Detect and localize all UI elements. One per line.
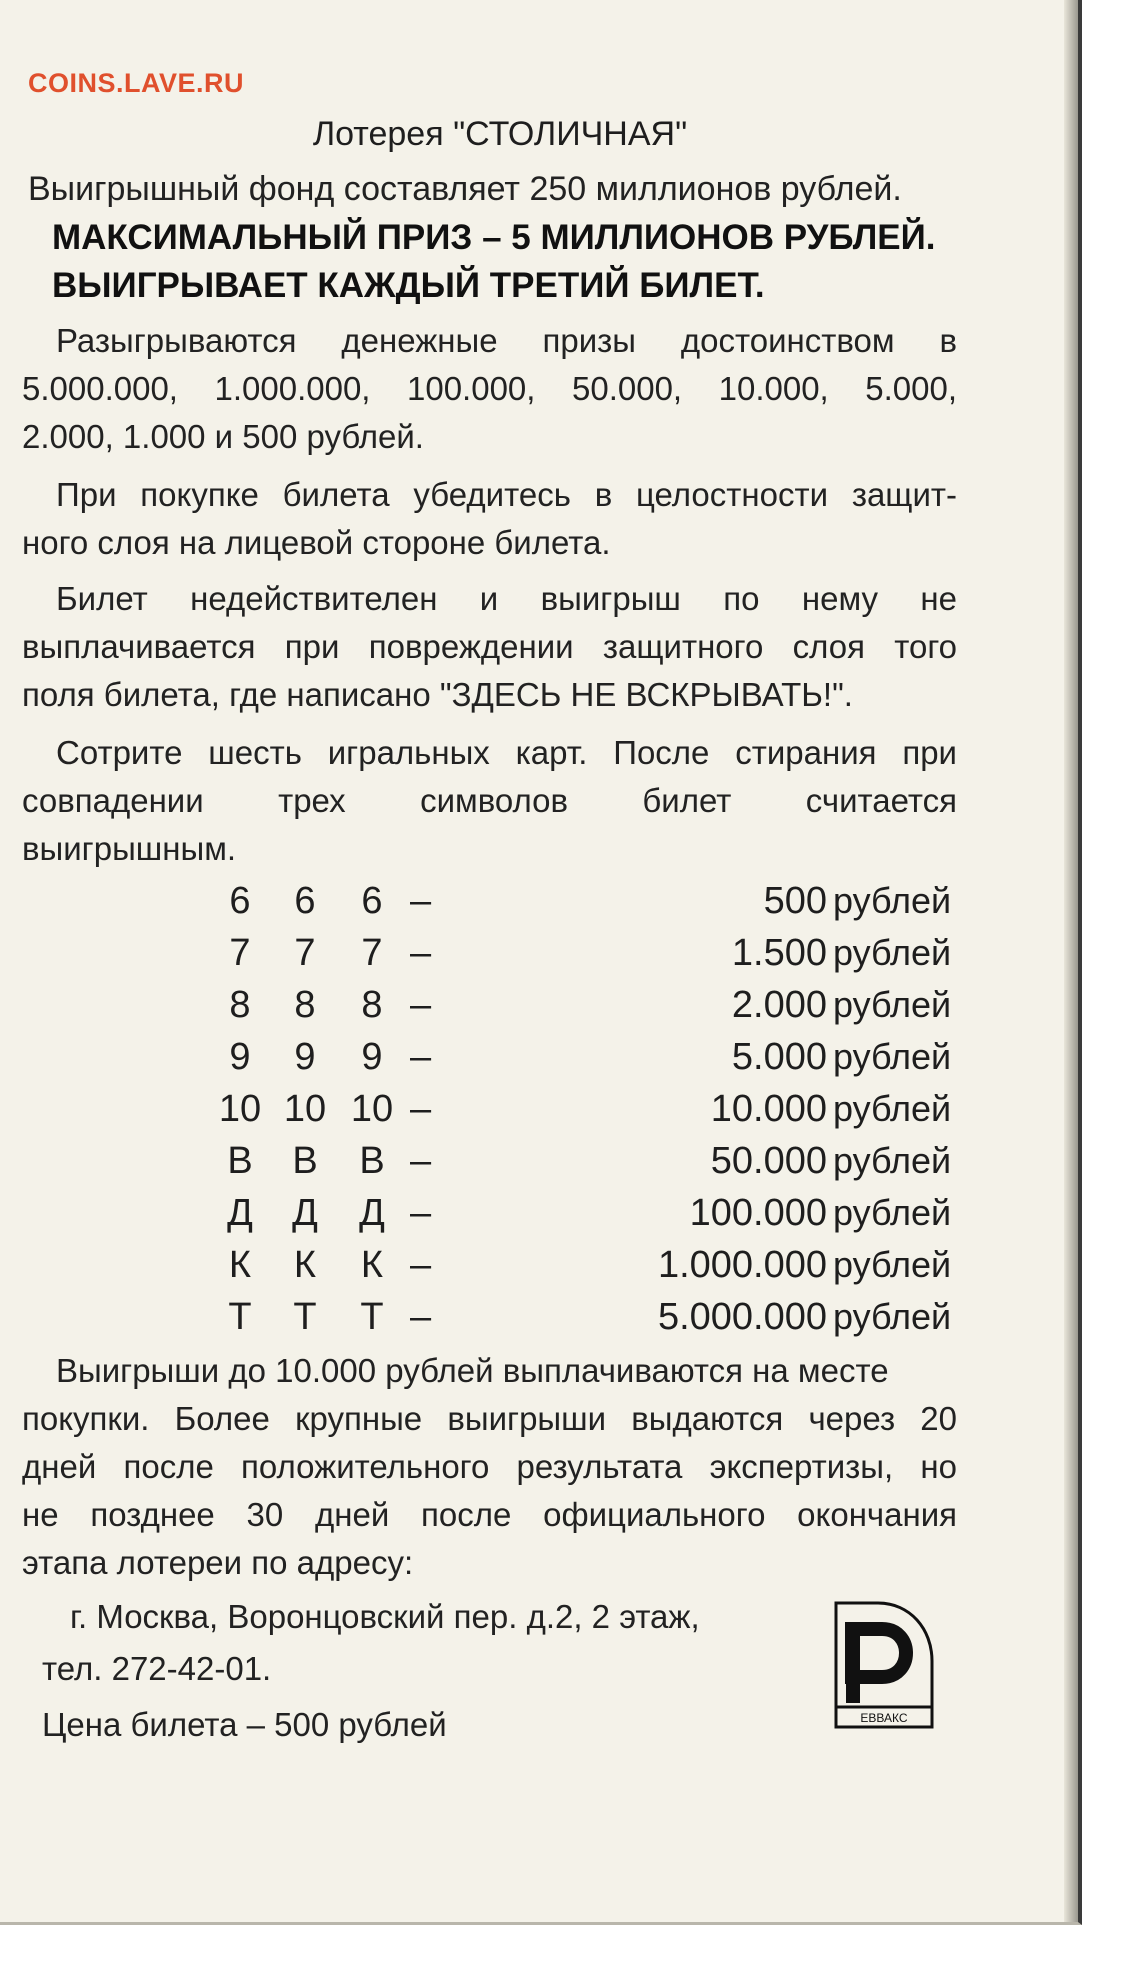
dash: – (410, 932, 432, 974)
address-street: г. Москва, Воронцовский пер. д.2, 2 этаж, (70, 1598, 700, 1635)
prize-unit: рублей (833, 1192, 952, 1233)
prize-unit: рублей (833, 1088, 952, 1129)
prize-row (210, 880, 952, 930)
symbol-1: Т (228, 1296, 252, 1338)
lottery-logo (822, 1595, 942, 1735)
ticket-price: Цена билета – 500 рублей (42, 1706, 447, 1743)
prize-unit: рублей (833, 1244, 952, 1285)
payout-line-5: этапа лотереи по адресу: (22, 1544, 414, 1581)
logo-graphic (822, 1595, 942, 1735)
prize-amount: 2.000 (731, 984, 827, 1026)
payout-line-2: покупки. Более крупные выигрыши выдаются через 20 (22, 1400, 957, 1437)
dash: – (410, 1088, 432, 1130)
invalid-line-1: Билет недействителен и выигрыш по нему не (56, 580, 957, 617)
symbol-3: Т (360, 1296, 384, 1338)
dash: – (410, 1296, 432, 1338)
prize-row (210, 1296, 952, 1346)
prize-row (210, 984, 952, 1034)
prize-unit: рублей (833, 880, 952, 921)
dash: – (410, 1036, 432, 1078)
address-phone: тел. 272-42-01. (42, 1650, 272, 1687)
prize-amount: 1.000.000 (657, 1244, 827, 1286)
dash: – (410, 880, 432, 922)
watermark: COINS.LAVE.RU (28, 68, 245, 98)
prize-unit: рублей (833, 1296, 952, 1337)
symbol-3: 10 (350, 1088, 394, 1130)
dash: – (410, 1140, 432, 1182)
symbol-3: Д (359, 1192, 385, 1234)
payout-line-1: Выигрыши до 10.000 рублей выплачиваются на месте (56, 1352, 889, 1389)
prize-unit: рублей (833, 1036, 952, 1077)
fund-text: Выигрышный фонд составляет 250 миллионов рублей. (28, 170, 902, 208)
rules-line-2: совпадении трех символов билет считается (22, 782, 957, 819)
invalid-line-2: выплачивается при повреждении защитного слоя того (22, 628, 957, 665)
symbol-2: 10 (283, 1088, 327, 1130)
symbol-1: 10 (218, 1088, 262, 1130)
symbol-1: К (228, 1244, 252, 1286)
symbol-1: 7 (229, 932, 251, 974)
prize-amount: 1.500 (731, 932, 827, 974)
prize-amount: 500 (763, 880, 827, 922)
ticket-title: Лотерея "СТОЛИЧНАЯ" (312, 115, 688, 153)
rules-line-1: Сотрите шесть игральных карт. После стирания при (56, 734, 957, 771)
payout-line-4: не позднее 30 дней после официального окончания (22, 1496, 957, 1533)
symbol-2: 6 (294, 880, 316, 922)
prize-row (210, 1192, 952, 1242)
prize-row (210, 1036, 952, 1086)
symbol-2: В (292, 1140, 318, 1182)
symbol-2: К (293, 1244, 317, 1286)
symbol-3: 9 (361, 1036, 383, 1078)
prize-amount: 5.000.000 (657, 1296, 827, 1338)
prize-unit: рублей (833, 932, 952, 973)
prize-amount: 10.000 (710, 1088, 827, 1130)
prize-amount: 50.000 (710, 1140, 827, 1182)
check-line-1: При покупке билета убедитесь в целостности защит- (56, 476, 957, 513)
symbol-3: 6 (361, 880, 383, 922)
prizes-line-1: Разыгрываются денежные призы достоинством в (56, 322, 957, 359)
prize-row (210, 1088, 952, 1138)
symbol-2: Д (292, 1192, 318, 1234)
dash: – (410, 984, 432, 1026)
prize-row (210, 1244, 952, 1294)
symbol-2: Т (293, 1296, 317, 1338)
invalid-line-3: поля билета, где написано "ЗДЕСЬ НЕ ВСКРЫВАТЬ!". (22, 676, 853, 713)
symbol-2: 8 (294, 984, 316, 1026)
symbol-3: В (359, 1140, 385, 1182)
symbol-1: 9 (229, 1036, 251, 1078)
prizes-line-2: 5.000.000, 1.000.000, 100.000, 50.000, 10.000, 5.000, (22, 370, 957, 407)
rules-line-3: выигрышным. (22, 830, 237, 867)
prizes-line-3: 2.000, 1.000 и 500 рублей. (22, 418, 424, 455)
logo-text: ЕВВАКС (860, 1711, 908, 1725)
prize-amount: 5.000 (731, 1036, 827, 1078)
symbol-3: 7 (361, 932, 383, 974)
symbol-1: Д (227, 1192, 253, 1234)
symbol-3: 8 (361, 984, 383, 1026)
symbol-2: 7 (294, 932, 316, 974)
prize-row (210, 932, 952, 982)
symbol-1: 8 (229, 984, 251, 1026)
symbol-2: 9 (294, 1036, 316, 1078)
symbol-1: В (227, 1140, 253, 1182)
prize-unit: рублей (833, 1140, 952, 1181)
symbol-3: К (360, 1244, 384, 1286)
ticket-edge (1064, 0, 1078, 1922)
dash: – (410, 1244, 432, 1286)
max-prize-text: МАКСИМАЛЬНЫЙ ПРИЗ – 5 МИЛЛИОНОВ РУБЛЕЙ. (52, 218, 936, 257)
prize-row (210, 1140, 952, 1190)
check-line-2: ного слоя на лицевой стороне билета. (22, 524, 611, 561)
dash: – (410, 1192, 432, 1234)
symbol-1: 6 (229, 880, 251, 922)
payout-line-3: дней после положительного результата экспертизы, но (22, 1448, 957, 1485)
every-third-text: ВЫИГРЫВАЕТ КАЖДЫЙ ТРЕТИЙ БИЛЕТ. (52, 266, 765, 305)
prize-amount: 100.000 (689, 1192, 827, 1234)
prize-unit: рублей (833, 984, 952, 1025)
